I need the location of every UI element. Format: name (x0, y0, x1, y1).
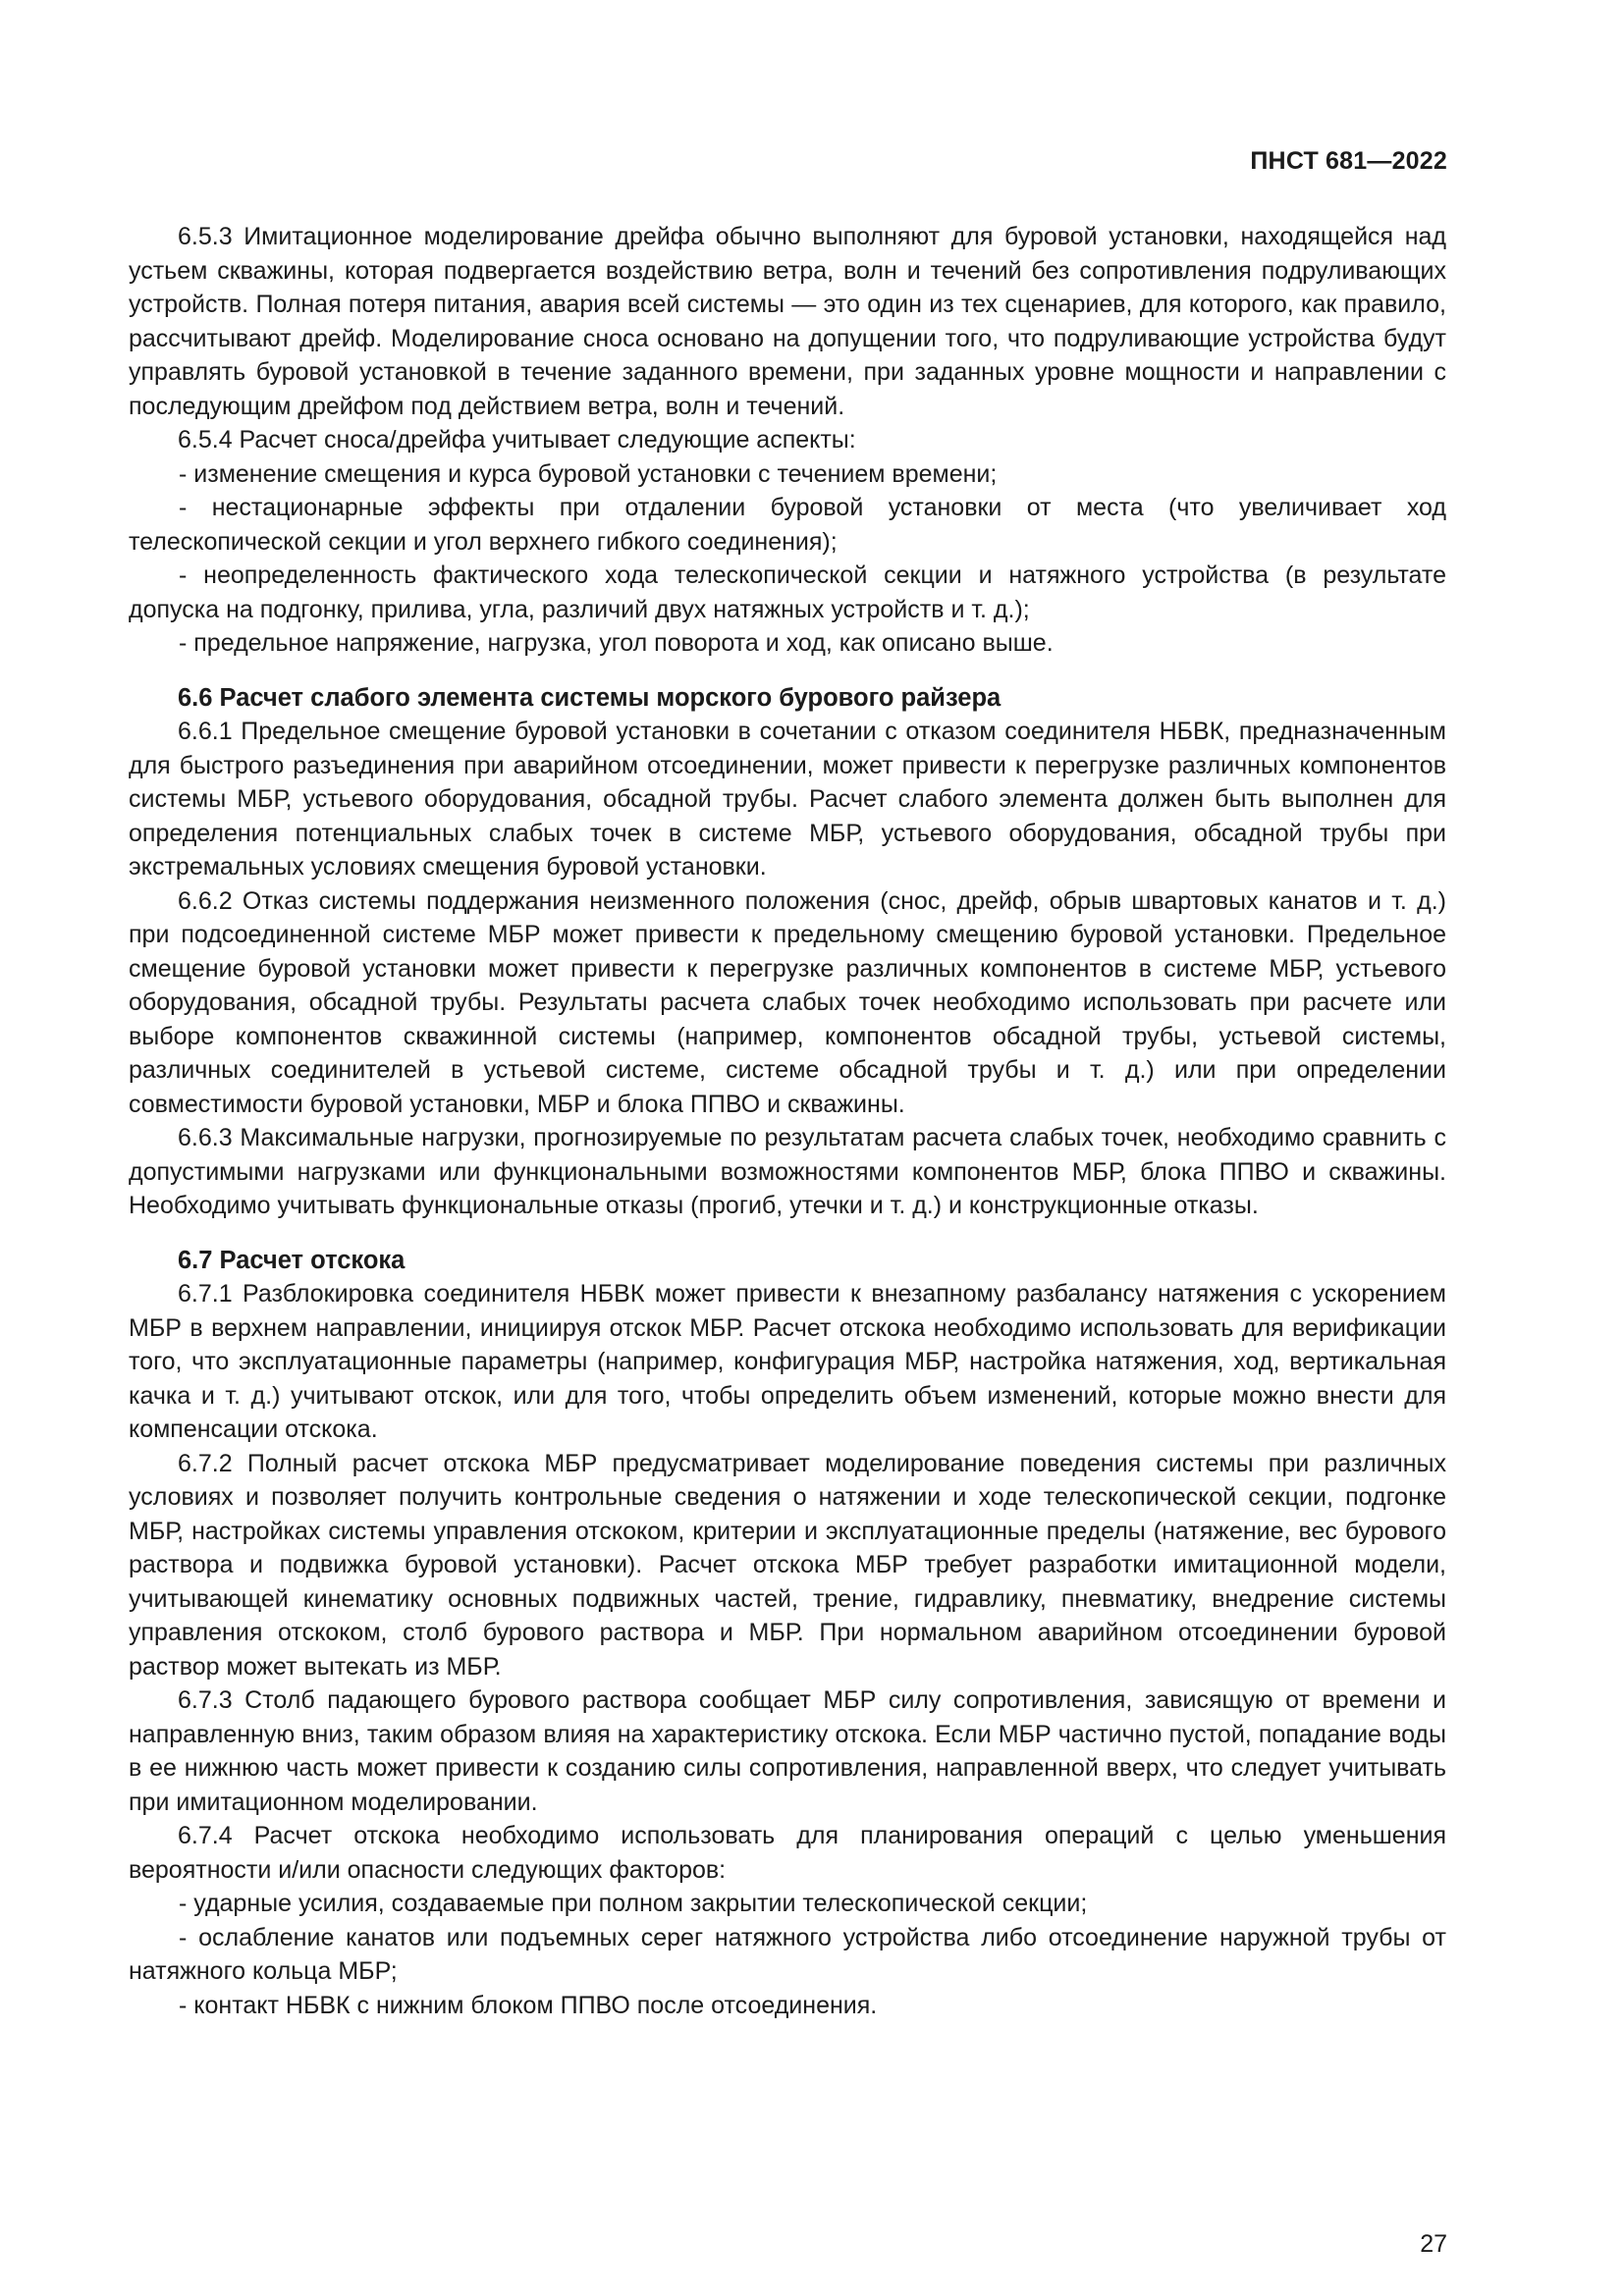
list-item: - ударные усилия, создаваемые при полном закрытии телескопической секции; (179, 1890, 1088, 1917)
list-item: - нестационарные эффекты при отдалении буровой установки от места (что увеличивает ход телескопической секции и угол верхнего гибкого соединения); (129, 494, 1446, 556)
paragraph-6-7-4: 6.7.4 Расчет отскока необходимо использовать для планирования операций с целью уменьшения вероятности и/или опасности следующих факторов: (129, 1822, 1446, 1884)
paragraph-6-5-3: 6.5.3 Имитационное моделирование дрейфа обычно выполняют для буровой установки, находящейся над устьем скважины, которая подвергается воздействию ветра, волн и течений без сопротивления подруливающих устройств. Полная потеря питания, авария всей системы — это один из тех сценариев, для которого, как правило, рассчитывают дрейф. Моделирование сноса основано на допущении того, что подруливающие устройства будут управлять буровой установкой в течение заданного времени, при заданных уровне мощности и направлении с последующим дрейфом под действием ветра, волн и течений. (129, 223, 1446, 420)
paragraph-6-5-4: 6.5.4 Расчет сноса/дрейфа учитывает следующие аспекты: (178, 426, 856, 454)
paragraph-6-6-3: 6.6.3 Максимальные нагрузки, прогнозируемые по результатам расчета слабых точек, необходимо сравнить с допустимыми нагрузками или функциональными возможностями компонентов МБР, блока ППВО и скважины. Необходимо учитывать функциональные отказы (прогиб, утечки и т. д.) и конструкционные отказы. (129, 1124, 1446, 1219)
paragraph-6-7-1: 6.7.1 Разблокировка соединителя НБВК может привести к внезапному разбалансу натяжения с ускорением МБР в верхнем направлении, инициируя отскок МБР. Расчет отскока необходимо использовать для верификации того, что эксплуатационные параметры (например, конфигурация МБР, настройка натяжения, ход, вертикальная качка и т. д.) учитывают отскок, или для того, чтобы определить объем изменений, которые можно внести для компенсации отскока. (129, 1280, 1446, 1443)
document-body (129, 220, 1446, 2022)
list-item: - неопределенность фактического хода телескопической секции и натяжного устройства (в результате допуска на подгонку, прилива, угла, различий двух натяжных устройств и т. д.); (129, 561, 1446, 623)
page-number: 27 (1420, 2230, 1447, 2258)
document-id-header: ПНСТ 681—2022 (1250, 147, 1447, 175)
paragraph-6-7-2: 6.7.2 Полный расчет отскока МБР предусматривает моделирование поведения системы при различных условиях и позволяет получить контрольные сведения о натяжении и ходе телескопической секции, подгонке МБР, настройках системы управления отскоком, критерии и эксплуатационные пределы (натяжение, вес бурового раствора и подвижка буровой установки). Расчет отскока МБР требует разработки имитационной модели, учитывающей кинематику основных подвижных частей, трение, гидравлику, пневматику, внедрение системы управления отскоком, столб бурового раствора и МБР. При нормальном аварийном отсоединении буровой раствор может вытекать из МБР. (129, 1449, 1446, 1681)
paragraph-6-7-3: 6.7.3 Столб падающего бурового раствора сообщает МБР силу сопротивления, зависящую от времени и направленную вниз, таким образом влияя на характеристику отскока. Если МБР частично пустой, попадание воды в ее нижнюю часть может привести к созданию силы сопротивления, направленной вверх, что следует учитывать при имитационном моделировании. (129, 1686, 1446, 1816)
list-item: - контакт НБВК с нижним блоком ППВО после отсоединения. (179, 1991, 878, 2019)
section-heading-6-6: 6.6 Расчет слабого элемента системы морского бурового райзера (178, 683, 1001, 712)
paragraph-6-6-2: 6.6.2 Отказ системы поддержания неизменного положения (снос, дрейф, обрыв швартовых канатов и т. д.) при подсоединенной системе МБР может привести к предельному смещению буровой установки. Предельное смещение буровой установки может привести к перегрузке различных компонентов в системе МБР, устьевого оборудования, обсадной трубы. Результаты расчета слабых точек необходимо использовать при расчете или выборе компонентов скважинной системы (например, компонентов обсадной трубы, устьевой системы, различных соединителей в устьевой системе, системе обсадной трубы и т. д.) или при определении совместимости буровой установки, МБР и блока ППВО и скважины. (129, 886, 1446, 1118)
list-item: - ослабление канатов или подъемных серег натяжного устройства либо отсоединение наружной трубы от натяжного кольца МБР; (129, 1923, 1446, 1985)
section-heading-6-7: 6.7 Расчет отскока (178, 1246, 406, 1274)
paragraph-6-6-1: 6.6.1 Предельное смещение буровой установки в сочетании с отказом соединителя НБВК, предназначенным для быстрого разъединения при аварийном отсоединении, может привести к перегрузке различных компонентов системы МБР, устьевого оборудования, обсадной трубы. Расчет слабого элемента должен быть выполнен для определения потенциальных слабых точек в системе МБР, устьевого оборудования, обсадной трубы при экстремальных условиях смещения буровой установки. (129, 718, 1446, 881)
list-item: - изменение смещения и курса буровой установки с течением времени; (179, 459, 998, 488)
list-item: - предельное напряжение, нагрузка, угол поворота и ход, как описано выше. (179, 629, 1054, 657)
